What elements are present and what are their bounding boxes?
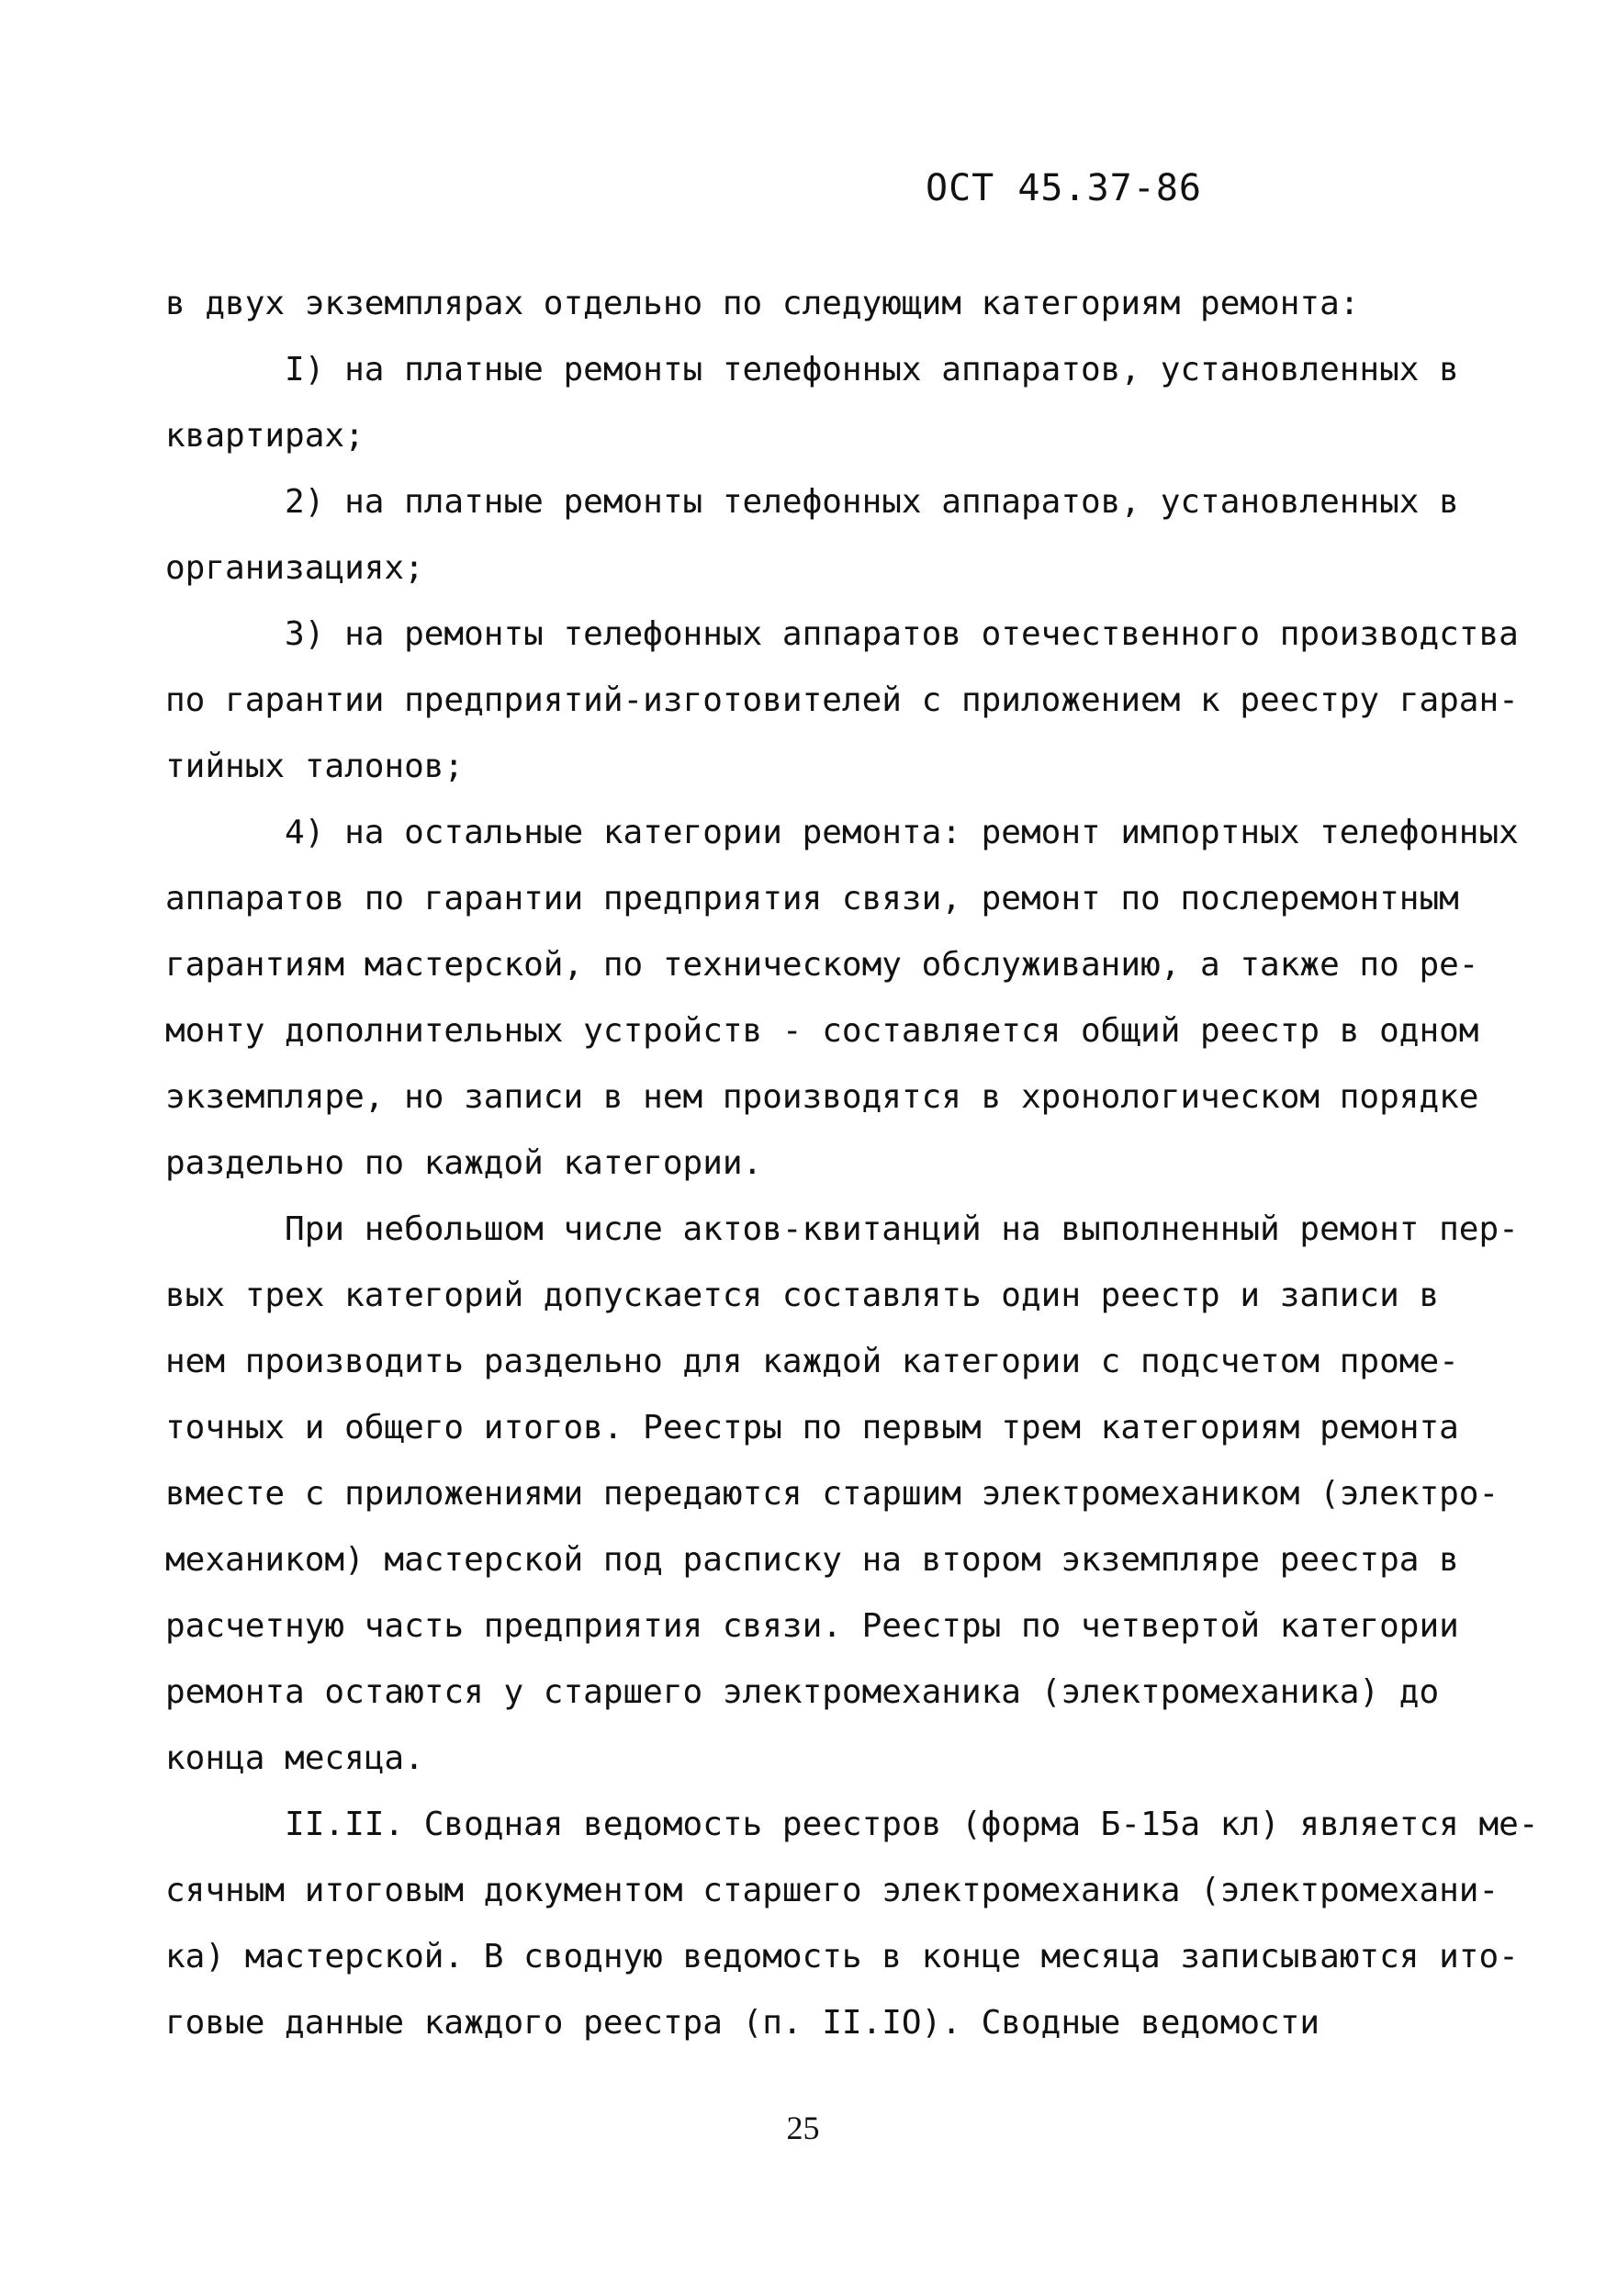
text-line: говые данные каждого реестра (п. II.IO). Сводные ведомости [165,2004,1320,2042]
text-line: раздельно по каждой категории. [165,1144,763,1182]
document-code: ОСТ 45.37-86 [926,167,1202,209]
text-line: II.II. Сводная ведомость реестров (форма Б-15а кл) является ме- [165,1806,1539,1843]
text-line: в двух экземплярах отдельно по следующим категориям ремонта: [165,285,1360,322]
text-line: по гарантии предприятий-изготовителей с приложением к реестру гаран- [165,681,1519,719]
text-line: тийных талонов; [165,748,465,785]
text-line: точных и общего итогов. Реестры по первым трем категориям ремонта [165,1409,1459,1446]
text-line: При небольшом числе актов-квитанций на выполненный ремонт пер- [165,1210,1519,1248]
text-line: расчетную часть предприятия связи. Реестры по четвертой категории [165,1607,1459,1645]
text-line: гарантиям мастерской, по техническому обслуживанию, а также по ре- [165,946,1479,984]
text-line: сячным итоговым документом старшего электромеханика (электромехани- [165,1872,1499,1909]
text-line: монту дополнительных устройств - составляется общий реестр в одном [165,1012,1479,1050]
text-line: 4) на остальные категории ремонта: ремонт импортных телефонных [165,814,1519,851]
text-line: аппаратов по гарантии предприятия связи, ремонт по послеремонтным [165,880,1459,917]
text-line: вых трех категорий допускается составлять один реестр и записи в [165,1277,1440,1314]
text-line: механиком) мастерской под расписку на втором экземпляре реестра в [165,1541,1459,1579]
text-line: ка) мастерской. В сводную ведомость в конце месяца записываются ито- [165,1938,1519,1975]
text-line: 2) на платные ремонты телефонных аппаратов, установленных в [165,483,1459,521]
text-line: нем производить раздельно для каждой категории с подсчетом проме- [165,1343,1459,1380]
text-line: организациях; [165,549,424,587]
text-line: вместе с приложениями передаются старшим электромехаником (электро- [165,1475,1499,1513]
text-line: 3) на ремонты телефонных аппаратов отечественного производства [165,615,1519,653]
text-line: ремонта остаются у старшего электромеханика (электромеханика) до [165,1673,1440,1711]
page-number: 25 [786,2110,820,2146]
text-line: конца месяца. [165,1739,424,1777]
text-line: экземпляре, но записи в нем производятся в хронологическом порядке [165,1078,1479,1116]
text-line: I) на платные ремонты телефонных аппаратов, установленных в [165,351,1459,388]
body-text [165,271,1539,2056]
text-line: квартирах; [165,417,365,455]
